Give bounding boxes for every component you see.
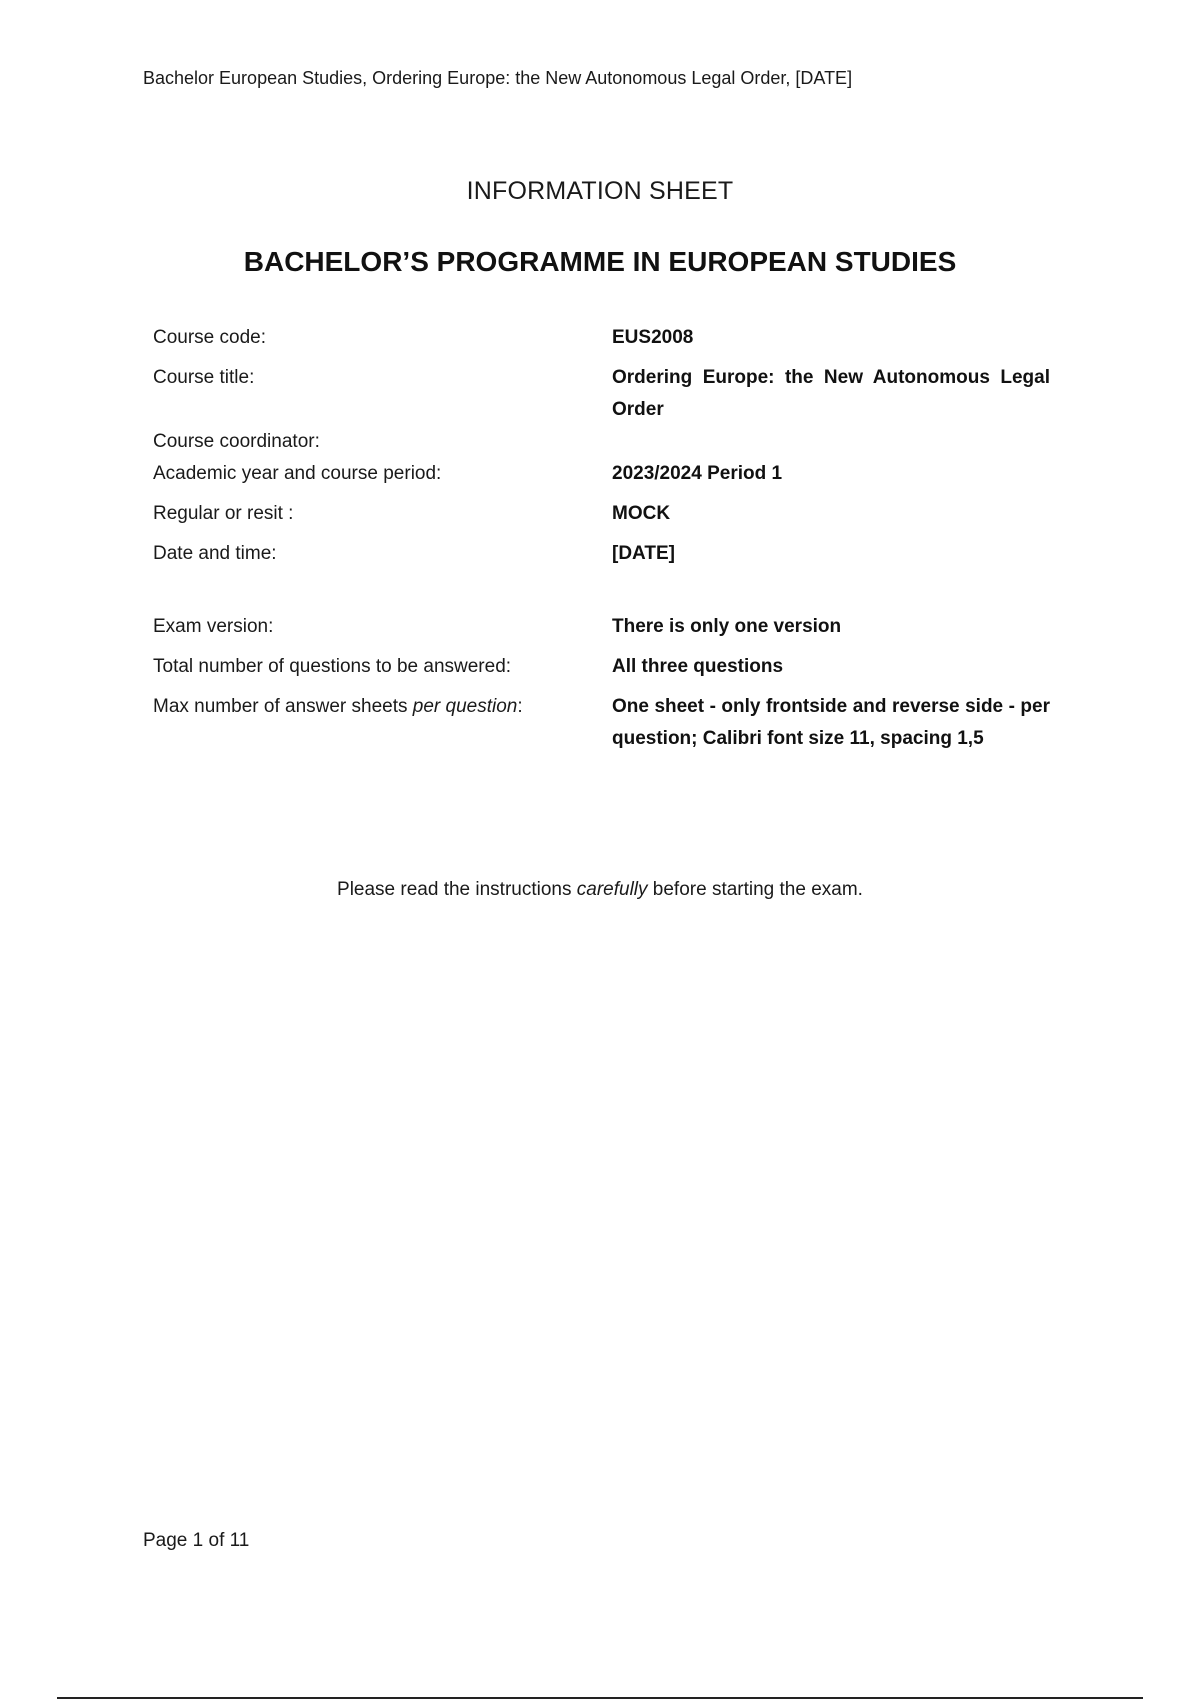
max-sheets-value: One sheet - only frontside and reverse side - per question; Calibri font size 11, spacing 1,5 bbox=[612, 696, 1050, 749]
document-label: INFORMATION SHEET bbox=[466, 177, 734, 205]
course-info-table bbox=[153, 322, 1050, 755]
instruction-prefix: Please read the instructions bbox=[337, 879, 577, 900]
exam-version-label: Exam version: bbox=[153, 616, 274, 637]
max-sheets-label-suffix: : bbox=[517, 696, 523, 717]
date-time-row bbox=[153, 538, 1050, 570]
course-code-value: EUS2008 bbox=[612, 327, 694, 348]
instruction-text bbox=[0, 879, 1200, 901]
academic-year-row bbox=[153, 458, 1050, 490]
running-header: Bachelor European Studies, Ordering Europe: the New Autonomous Legal Order, [DATE] bbox=[143, 68, 853, 88]
regular-or-resit-label: Regular or resit : bbox=[153, 503, 294, 524]
regular-or-resit-row bbox=[153, 498, 1050, 530]
regular-or-resit-value: MOCK bbox=[612, 503, 671, 524]
course-title-label: Course title: bbox=[153, 367, 255, 388]
instruction-suffix: before starting the exam. bbox=[647, 879, 863, 900]
course-code-label: Course code: bbox=[153, 327, 267, 348]
date-time-value: [DATE] bbox=[612, 543, 675, 564]
exam-version-row bbox=[153, 611, 1050, 643]
max-sheets-label-italic: per question bbox=[412, 696, 518, 717]
max-sheets-row bbox=[153, 691, 1050, 755]
academic-year-label: Academic year and course period: bbox=[153, 463, 442, 484]
course-title-row bbox=[153, 362, 1050, 426]
date-time-label: Date and time: bbox=[153, 543, 277, 564]
page-number: Page 1 of 11 bbox=[143, 1530, 250, 1551]
total-questions-label: Total number of questions to be answered: bbox=[153, 656, 512, 677]
course-coordinator-label: Course coordinator: bbox=[153, 431, 320, 452]
total-questions-row bbox=[153, 651, 1050, 683]
course-code-row bbox=[153, 322, 1050, 354]
academic-year-value: 2023/2024 Period 1 bbox=[612, 463, 783, 484]
instruction-emphasis: carefully bbox=[576, 879, 648, 900]
max-sheets-label bbox=[153, 691, 612, 723]
footer-divider bbox=[57, 1697, 1143, 1699]
total-questions-value: All three questions bbox=[612, 656, 784, 677]
course-coordinator-row bbox=[153, 426, 1050, 458]
course-title-value: Ordering Europe: the New Autonomous Legal Order bbox=[612, 367, 1050, 420]
exam-version-value: There is only one version bbox=[612, 616, 842, 637]
document-title: BACHELOR’S PROGRAMME IN EUROPEAN STUDIES bbox=[243, 246, 957, 277]
max-sheets-label-prefix: Max number of answer sheets bbox=[153, 696, 413, 717]
